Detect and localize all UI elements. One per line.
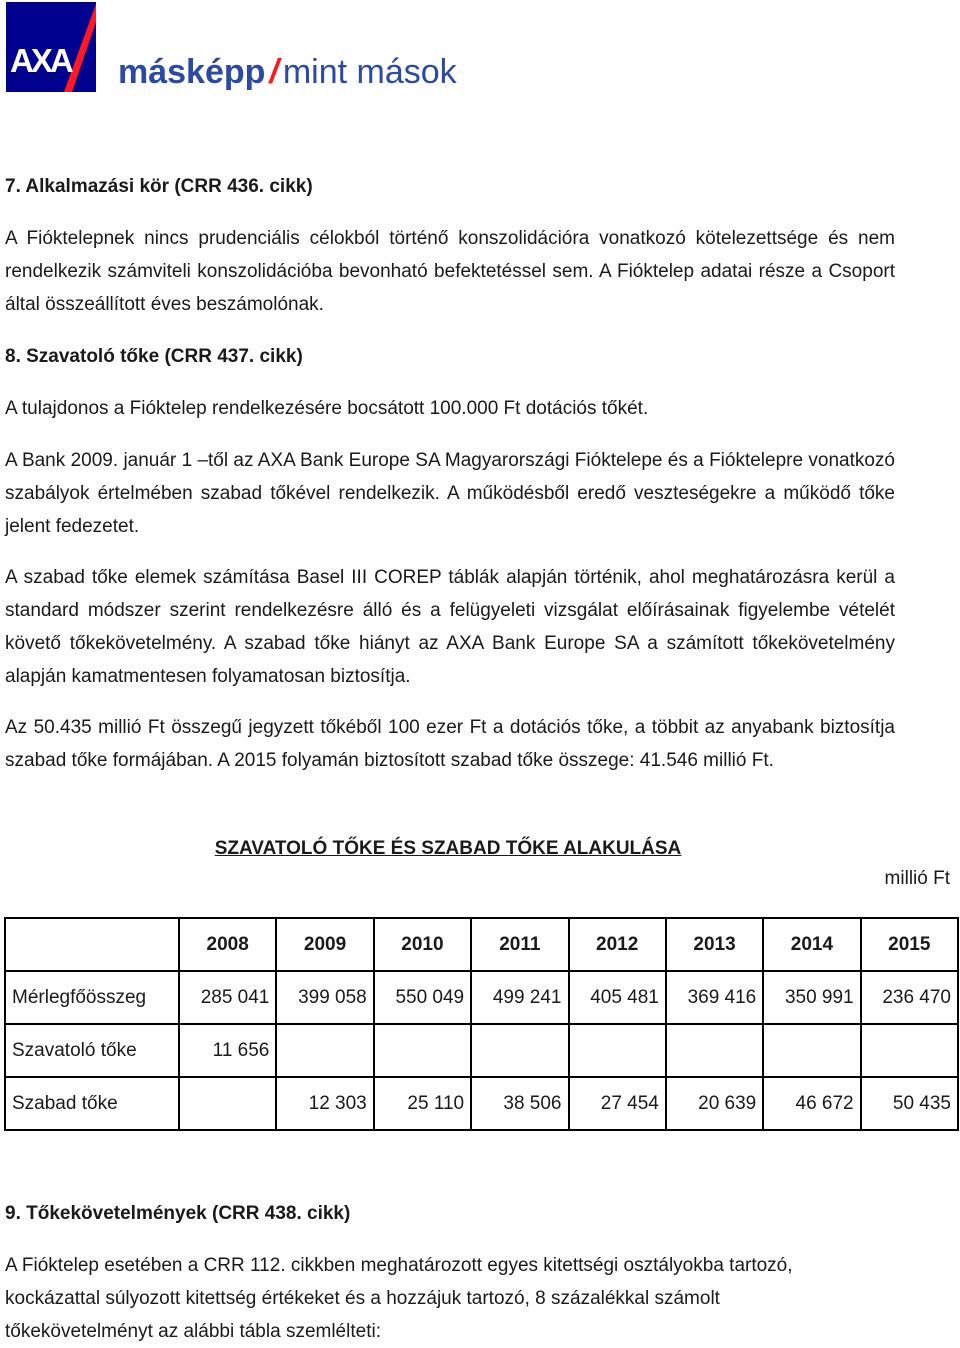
- section9-line-1: A Fióktelep esetében a CRR 112. cikkben meghatározott egyes kitettségi osztályokba tartozó,: [5, 1255, 793, 1276]
- section8-heading: 8. Szavatoló tőke (CRR 437. cikk): [5, 346, 303, 367]
- table-cell: 236 470: [861, 971, 958, 1024]
- year-header: 2008: [179, 918, 276, 971]
- axa-logo-text: AXA: [10, 42, 71, 79]
- section9: [5, 1197, 895, 1348]
- section8-paragraph-1: A tulajdonos a Fióktelep rendelkezésére bocsátott 100.000 Ft dotációs tőkét.: [5, 398, 649, 419]
- year-header: 2015: [861, 918, 958, 971]
- table-cell: 46 672: [763, 1077, 860, 1130]
- table-title: SZAVATOLÓ TŐKE ÉS SZABAD TŐKE ALAKULÁSA: [214, 838, 682, 859]
- table-cell: 399 058: [276, 971, 373, 1024]
- tagline-part1: másképp: [118, 53, 266, 91]
- table-cell: 12 303: [276, 1077, 373, 1130]
- table-cell: [569, 1024, 666, 1077]
- table-cell: [276, 1024, 373, 1077]
- row-label: Szabad tőke: [5, 1077, 179, 1130]
- section7-heading: 7. Alkalmazási kör (CRR 436. cikk): [5, 176, 313, 197]
- year-header: 2011: [471, 918, 568, 971]
- table-cell: 369 416: [666, 971, 763, 1024]
- main-content: [5, 170, 895, 777]
- tagline-slash: /: [269, 53, 279, 91]
- table-cell: [763, 1024, 860, 1077]
- capital-table: [4, 917, 959, 1131]
- table-cell: [666, 1024, 763, 1077]
- table-cell: [374, 1024, 471, 1077]
- row-label: Szavatoló tőke: [5, 1024, 179, 1077]
- table-cell: [471, 1024, 568, 1077]
- axa-logo: [6, 2, 96, 92]
- tagline-part2: mint mások: [282, 53, 457, 91]
- table-cell: 405 481: [569, 971, 666, 1024]
- table-cell: [179, 1077, 276, 1130]
- table-cell: 38 506: [471, 1077, 568, 1130]
- table-row: [5, 971, 958, 1024]
- table-cell: 50 435: [861, 1077, 958, 1130]
- page-header: [6, 2, 606, 94]
- year-header: 2013: [666, 918, 763, 971]
- section8-paragraph-2: A Bank 2009. január 1 –től az AXA Bank Europe SA Magyarországi Fióktelepe és a Fióktelepre vonatkozó szabályok értelmében szabad tőkével rendelkezik. A működésből eredő veszteségekre a működő tőke jelent fedezetet.: [5, 450, 895, 537]
- table-cell: 499 241: [471, 971, 568, 1024]
- section9-line-2: kockázattal súlyozott kitettség értékeket és a hozzájuk tartozó, 8 százalékkal számolt: [5, 1288, 720, 1309]
- section8-paragraph-3: A szabad tőke elemek számítása Basel III COREP táblák alapján történik, ahol meghatározásra kerül a standard módszer szerint rendelkezésre álló és a felügyeleti vizsgálat előírásainak figyelembe vételét követő tőkekövetelmény. A szabad tőke hiányt az AXA Bank Europe SA a számított tőkekövetelmény alapján kamatmentesen folyamatosan biztosítja.: [5, 567, 895, 687]
- table-header-empty: [5, 918, 179, 971]
- year-header: 2012: [569, 918, 666, 971]
- section8-paragraph-4: Az 50.435 millió Ft összegű jegyzett tőkéből 100 ezer Ft a dotációs tőke, a többit az anyabank biztosítja szabad tőke formájában. A 2015 folyamán biztosított szabad tőke összege: 41.546 millió Ft.: [5, 717, 895, 771]
- row-label: Mérlegfőösszeg: [5, 971, 179, 1024]
- table-cell: 350 991: [763, 971, 860, 1024]
- table-row: [5, 1077, 958, 1130]
- section7-paragraph: A Fióktelepnek nincs prudenciális célokból történő konszolidációra vonatkozó kötelezettsége és nem rendelkezik számviteli konszolidációba bevonható befektetéssel sem. A Fióktelep adatai része a Csoport által összeállított éves beszámolónak.: [5, 228, 895, 315]
- table-cell: 27 454: [569, 1077, 666, 1130]
- table-cell: 285 041: [179, 971, 276, 1024]
- table-unit: millió Ft: [884, 868, 950, 889]
- table-cell: 20 639: [666, 1077, 763, 1130]
- year-header: 2009: [276, 918, 373, 971]
- table-cell: 11 656: [179, 1024, 276, 1077]
- year-header: 2010: [374, 918, 471, 971]
- section9-line-3: tőkekövetelményt az alábbi tábla szemlélteti:: [5, 1321, 381, 1342]
- table-cell: 25 110: [374, 1077, 471, 1130]
- year-header: 2014: [763, 918, 860, 971]
- table-cell: 550 049: [374, 971, 471, 1024]
- table-cell: [861, 1024, 958, 1077]
- table-row: [5, 1024, 958, 1077]
- section9-heading: 9. Tőkekövetelmények (CRR 438. cikk): [5, 1203, 351, 1224]
- brand-tagline: [118, 54, 457, 90]
- table-header-row: [5, 918, 958, 971]
